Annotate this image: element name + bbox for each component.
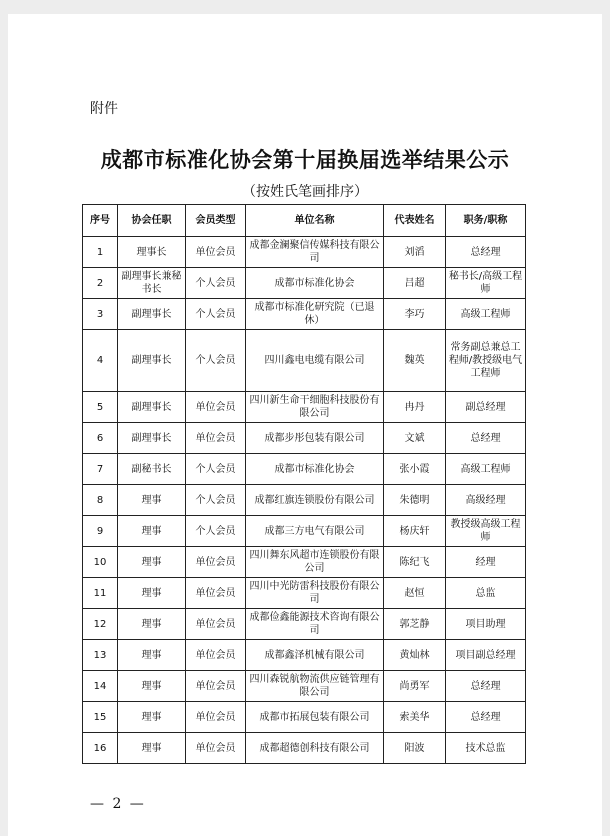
cell-representative: 索美华 xyxy=(384,702,446,733)
header-title: 职务/职称 xyxy=(446,205,526,237)
table-row xyxy=(83,671,526,702)
cell-organization: 成都鑫泽机械有限公司 xyxy=(246,640,384,671)
cell-representative: 黄灿林 xyxy=(384,640,446,671)
cell-index: 14 xyxy=(83,671,118,702)
cell-representative: 刘滔 xyxy=(384,237,446,268)
cell-representative: 朱德明 xyxy=(384,485,446,516)
header-representative: 代表姓名 xyxy=(384,205,446,237)
cell-position: 副理事长 xyxy=(118,423,186,454)
cell-representative: 吕超 xyxy=(384,268,446,299)
cell-member-type: 单位会员 xyxy=(186,547,246,578)
cell-title: 经理 xyxy=(446,547,526,578)
cell-title: 总经理 xyxy=(446,702,526,733)
cell-member-type: 个人会员 xyxy=(186,330,246,392)
header-index: 序号 xyxy=(83,205,118,237)
cell-title: 项目助理 xyxy=(446,609,526,640)
table-header-row xyxy=(83,205,526,237)
cell-index: 3 xyxy=(83,299,118,330)
cell-position: 副秘书长 xyxy=(118,454,186,485)
cell-title: 秘书长/高级工程师 xyxy=(446,268,526,299)
cell-index: 10 xyxy=(83,547,118,578)
cell-position: 理事 xyxy=(118,485,186,516)
cell-index: 15 xyxy=(83,702,118,733)
cell-organization: 成都三方电气有限公司 xyxy=(246,516,384,547)
cell-position: 理事 xyxy=(118,671,186,702)
cell-representative: 阳波 xyxy=(384,733,446,764)
cell-position: 理事 xyxy=(118,609,186,640)
table-row xyxy=(83,268,526,299)
table-row xyxy=(83,640,526,671)
cell-title: 常务副总兼总工程师/教授级电气工程师 xyxy=(446,330,526,392)
cell-index: 13 xyxy=(83,640,118,671)
cell-organization: 成都红旗连锁股份有限公司 xyxy=(246,485,384,516)
cell-index: 7 xyxy=(83,454,118,485)
cell-title: 副总经理 xyxy=(446,392,526,423)
document-title: 成都市标准化协会第十届换届选举结果公示 xyxy=(100,147,510,172)
cell-organization: 成都超德创科技有限公司 xyxy=(246,733,384,764)
table-row xyxy=(83,485,526,516)
cell-representative: 陈纪飞 xyxy=(384,547,446,578)
cell-position: 副理事长兼秘书长 xyxy=(118,268,186,299)
cell-position: 理事 xyxy=(118,702,186,733)
cell-title: 高级工程师 xyxy=(446,299,526,330)
cell-member-type: 单位会员 xyxy=(186,609,246,640)
cell-index: 11 xyxy=(83,578,118,609)
cell-index: 6 xyxy=(83,423,118,454)
cell-index: 12 xyxy=(83,609,118,640)
cell-position: 理事 xyxy=(118,516,186,547)
cell-position: 理事 xyxy=(118,733,186,764)
cell-representative: 张小霞 xyxy=(384,454,446,485)
cell-organization: 成都金澜聚信传媒科技有限公司 xyxy=(246,237,384,268)
cell-organization: 四川鑫电电缆有限公司 xyxy=(246,330,384,392)
cell-organization: 成都市标准化协会 xyxy=(246,268,384,299)
table-row xyxy=(83,330,526,392)
cell-position: 副理事长 xyxy=(118,330,186,392)
cell-index: 4 xyxy=(83,330,118,392)
header-position: 协会任职 xyxy=(118,205,186,237)
cell-title: 教授级高级工程师 xyxy=(446,516,526,547)
cell-organization: 成都步彤包装有限公司 xyxy=(246,423,384,454)
cell-member-type: 单位会员 xyxy=(186,702,246,733)
table-row xyxy=(83,578,526,609)
table-row xyxy=(83,454,526,485)
cell-index: 8 xyxy=(83,485,118,516)
cell-representative: 冉丹 xyxy=(384,392,446,423)
cell-title: 总经理 xyxy=(446,423,526,454)
cell-representative: 赵恒 xyxy=(384,578,446,609)
cell-position: 副理事长 xyxy=(118,392,186,423)
cell-title: 高级经理 xyxy=(446,485,526,516)
cell-organization: 四川森锐航物流供应链管理有限公司 xyxy=(246,671,384,702)
cell-member-type: 个人会员 xyxy=(186,268,246,299)
cell-title: 总监 xyxy=(446,578,526,609)
cell-index: 16 xyxy=(83,733,118,764)
cell-index: 1 xyxy=(83,237,118,268)
cell-organization: 成都俭鑫能源技术咨询有限公司 xyxy=(246,609,384,640)
cell-organization: 四川新生命干细胞科技股份有限公司 xyxy=(246,392,384,423)
cell-organization: 成都市标准化研究院（已退休） xyxy=(246,299,384,330)
cell-organization: 成都市拓展包装有限公司 xyxy=(246,702,384,733)
document-subtitle: （按姓氏笔画排序） xyxy=(242,184,368,200)
cell-index: 9 xyxy=(83,516,118,547)
cell-member-type: 单位会员 xyxy=(186,237,246,268)
cell-member-type: 单位会员 xyxy=(186,640,246,671)
cell-member-type: 单位会员 xyxy=(186,733,246,764)
cell-representative: 李巧 xyxy=(384,299,446,330)
cell-position: 理事 xyxy=(118,547,186,578)
cell-member-type: 个人会员 xyxy=(186,516,246,547)
cell-position: 理事 xyxy=(118,640,186,671)
cell-index: 5 xyxy=(83,392,118,423)
cell-member-type: 个人会员 xyxy=(186,485,246,516)
cell-title: 总经理 xyxy=(446,237,526,268)
results-table xyxy=(82,204,526,764)
table-row xyxy=(83,547,526,578)
cell-member-type: 单位会员 xyxy=(186,578,246,609)
table-row xyxy=(83,702,526,733)
cell-representative: 郭芝静 xyxy=(384,609,446,640)
cell-position: 理事长 xyxy=(118,237,186,268)
table-row xyxy=(83,392,526,423)
cell-title: 高级工程师 xyxy=(446,454,526,485)
table-row xyxy=(83,609,526,640)
table-row xyxy=(83,516,526,547)
cell-position: 理事 xyxy=(118,578,186,609)
cell-representative: 文斌 xyxy=(384,423,446,454)
cell-title: 项目副总经理 xyxy=(446,640,526,671)
cell-representative: 魏英 xyxy=(384,330,446,392)
cell-organization: 四川中光防雷科技股份有限公司 xyxy=(246,578,384,609)
header-organization: 单位名称 xyxy=(246,205,384,237)
cell-representative: 杨庆轩 xyxy=(384,516,446,547)
cell-representative: 尚勇军 xyxy=(384,671,446,702)
cell-position: 副理事长 xyxy=(118,299,186,330)
cell-member-type: 个人会员 xyxy=(186,454,246,485)
cell-organization: 成都市标准化协会 xyxy=(246,454,384,485)
cell-organization: 四川舞东风超市连锁股份有限公司 xyxy=(246,547,384,578)
table-row xyxy=(83,299,526,330)
page-number: — 2 — xyxy=(90,796,146,812)
attachment-label: 附件 xyxy=(90,101,118,117)
table-row xyxy=(83,237,526,268)
table-row xyxy=(83,733,526,764)
header-member-type: 会员类型 xyxy=(186,205,246,237)
cell-title: 总经理 xyxy=(446,671,526,702)
cell-member-type: 个人会员 xyxy=(186,299,246,330)
cell-member-type: 单位会员 xyxy=(186,392,246,423)
cell-member-type: 单位会员 xyxy=(186,671,246,702)
cell-title: 技术总监 xyxy=(446,733,526,764)
cell-index: 2 xyxy=(83,268,118,299)
cell-member-type: 单位会员 xyxy=(186,423,246,454)
document-page xyxy=(8,14,602,836)
table-row xyxy=(83,423,526,454)
